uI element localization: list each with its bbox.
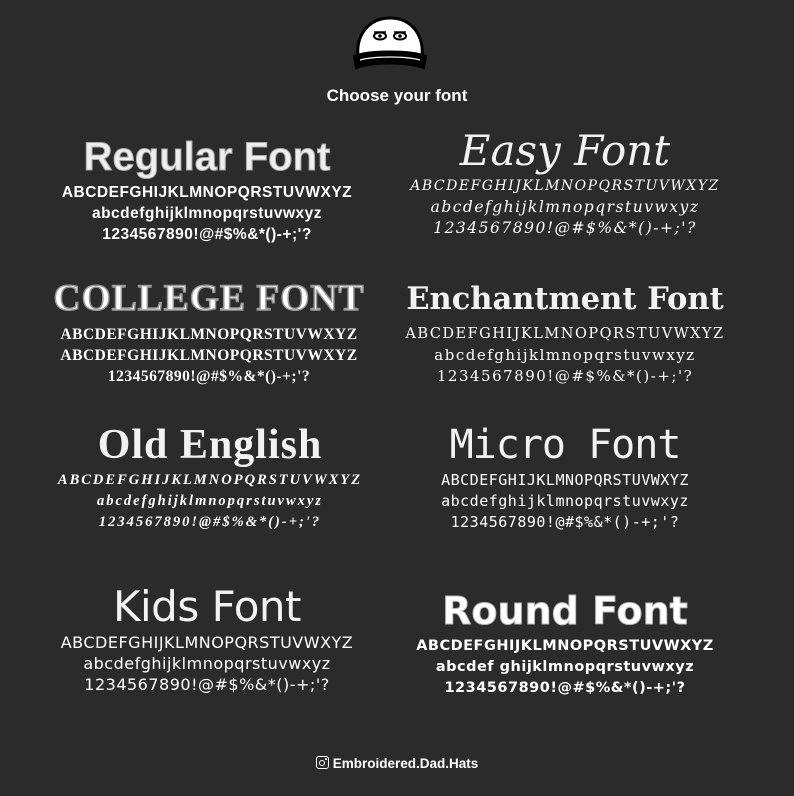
font-title: Round Font (442, 589, 688, 633)
symbols-sample: 1234567890!@#$%&*()-+;'? (444, 680, 686, 696)
font-title: COLLEGE FONT (53, 278, 365, 319)
instagram-handle[interactable]: Embroidered.Dad.Hats (332, 756, 479, 771)
font-sample-old-english (52, 420, 368, 533)
font-sample-kids (48, 582, 366, 695)
font-title: Easy Font (459, 126, 671, 175)
font-sample-round (408, 586, 722, 699)
uppercase-sample: ABCDEFGHIJKLMNOPQRSTUVWXYZ (57, 472, 363, 488)
lowercase-sample: abcdefghijklmnopqrstuvwxyz (434, 346, 696, 364)
symbols-sample: 1234567890!@#$%&*()-+;'? (433, 219, 697, 237)
uppercase-sample: ABCDEFGHIJKLMNOPQRSTUVWXYZ (410, 178, 720, 194)
footer-credit (0, 756, 794, 771)
lowercase-sample: abcdef ghijklmnopqrstuvwxyz (435, 659, 695, 675)
font-sample-micro (408, 420, 722, 533)
uppercase-sample: ABCDEFGHIJKLMNOPQRSTUVWXYZ (405, 326, 725, 342)
dad-hat-logo-icon (350, 12, 430, 74)
font-title: Kids Font (112, 582, 302, 631)
symbols-sample: 1234567890!@#$%&*()-+;'? (436, 367, 694, 385)
font-title: Micro Font (449, 422, 681, 468)
lowercase-sample: abcdefghijklmnopqrstuvwxyz (96, 493, 323, 509)
symbols-sample: 1234567890!@#$%&*()-+;'? (84, 675, 330, 694)
uppercase-sample: ABCDEFGHIJKLMNOPQRSTUVWXYZ (61, 184, 353, 201)
lowercase-sample: abcdefghijklmnopqrstuvwxyz (83, 654, 331, 673)
uppercase-sample: ABCDEFGHIJKLMNOPQRSTUVWXYZ (60, 633, 354, 652)
symbols-sample: 1234567890!@#$%&*()-+;'? (107, 368, 311, 385)
uppercase-sample: ABCDEFGHIJKLMNOPQRSTUVWXYZ (60, 326, 358, 343)
lowercase-sample: abcdefghijklmnopqrstuvwxyz (91, 205, 323, 222)
font-sample-enchantment (404, 274, 726, 387)
page-title: Choose your font (326, 86, 468, 105)
uppercase-sample: ABCDEFGHIJKLMNOPQRSTUVWXYZ (441, 471, 689, 489)
symbols-sample: 1234567890!@#$%&*()-+;'? (102, 226, 312, 243)
lowercase-sample: abcdefghijklmnopqrstuvwxyz (441, 492, 689, 510)
font-sample-college (52, 274, 366, 387)
font-title: Old English (97, 422, 323, 468)
symbols-sample: 1234567890!@#$%&*()-+;'? (98, 514, 322, 530)
instagram-icon (316, 756, 329, 769)
lowercase-sample: abcdefghijklmnopqrstuvwxyz (430, 198, 700, 216)
font-sample-easy (406, 126, 724, 239)
font-title: Enchantment Font (406, 281, 724, 317)
uppercase-sample: ABCDEFGHIJKLMNOPQRSTUVWXYZ (416, 638, 714, 654)
lowercase-sample: ABCDEFGHIJKLMNOPQRSTUVWXYZ (60, 347, 358, 364)
font-title: Regular Font (83, 135, 331, 179)
font-sample-regular (52, 132, 362, 245)
symbols-sample: 1234567890!@#$%&*()-+;'? (450, 513, 680, 531)
